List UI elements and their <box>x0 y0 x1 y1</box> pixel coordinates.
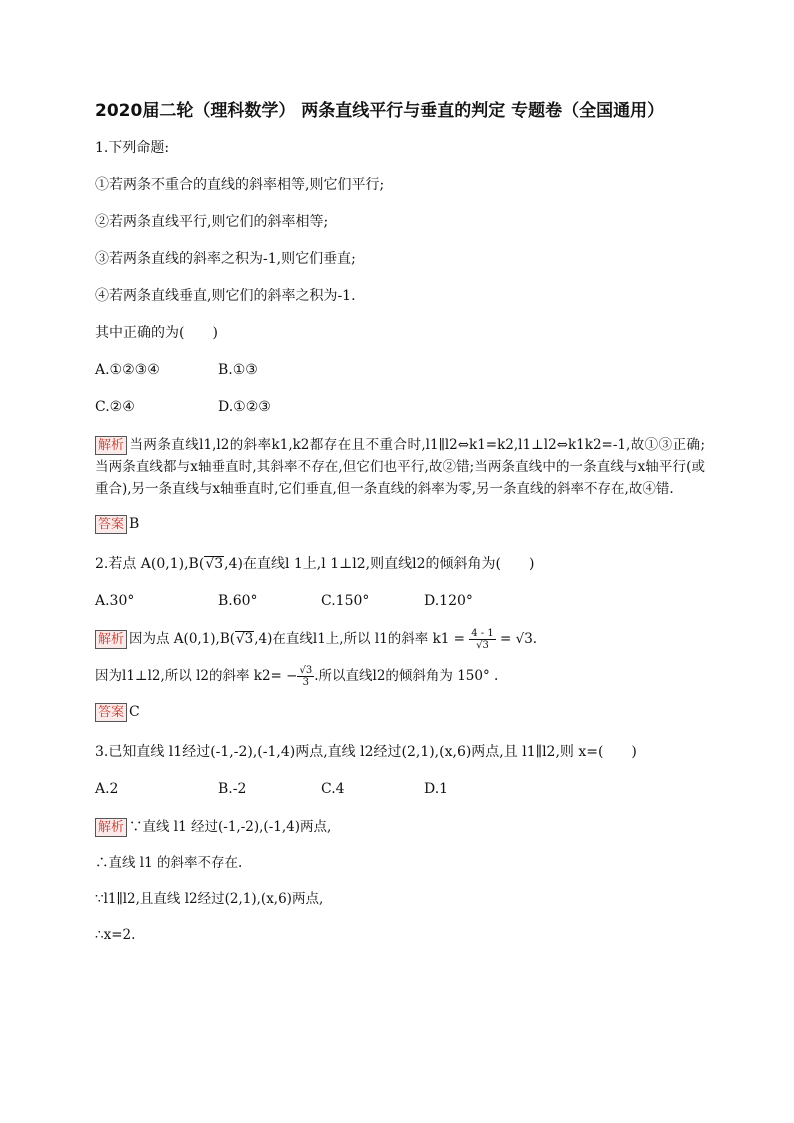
analysis-label: 解析 <box>95 818 127 837</box>
q3-ana1-text: ∵直线 l1 经过(-1,-2),(-1,4)两点, <box>129 819 332 835</box>
q1-stem: 1.下列命题: <box>95 140 170 156</box>
q2-options <box>95 591 705 611</box>
document-title: 2020届二轮（理科数学） 两条直线平行与垂直的判定 专题卷（全国通用） <box>95 101 665 121</box>
q3-analysis-line-3: ∵l1∥l2,且直线 l2经过(2,1),(x,6)两点, <box>95 891 324 907</box>
q2-option-a: A.30° <box>95 593 135 609</box>
q3-option-b: B.-2 <box>218 781 247 797</box>
q2-sqrt-value: 3 <box>214 556 224 572</box>
q1-proposition-3: ③若两条直线的斜率之积为-1,则它们垂直; <box>95 251 356 267</box>
q3-option-a: A.2 <box>95 781 119 797</box>
q2-analysis-line-2 <box>95 665 705 688</box>
q2-sqrt: √3 <box>205 556 224 572</box>
q3-option-d: D.1 <box>424 781 449 797</box>
q1-analysis <box>95 434 705 500</box>
q2-option-c: C.150° <box>321 593 370 609</box>
q3-stem: 3.已知直线 l1经过(-1,-2),(-1,4)两点,直线 l2经过(2,1),(x,6)两点,且 l1∥l2,则 x=( ) <box>95 744 637 760</box>
q2-option-d: D.120° <box>424 593 473 609</box>
q1-options-row-2 <box>95 397 705 417</box>
q3-options <box>95 779 705 799</box>
q1-answer <box>95 514 705 534</box>
answer-label: 答案 <box>95 703 127 722</box>
q2-ana1-numerator: 4 - 1 <box>471 628 494 639</box>
q2-stem <box>95 554 705 574</box>
q1-answer-value: B <box>129 516 140 532</box>
q2-ana2-denominator: 3 <box>302 677 310 688</box>
q1-option-a: A.①②③④ <box>95 362 160 378</box>
q3-analysis-line-4: ∴x=2. <box>95 927 136 943</box>
q1-option-c: C.②④ <box>95 399 135 415</box>
q2-analysis-line-1 <box>95 628 705 651</box>
q2-ana1-part-b: ,4)在直线l1上,所以 l1的斜率 k1 = <box>254 631 470 647</box>
q1-analysis-text: 当两条直线l1,l2的斜率k1,k2都存在且不重合时,l1∥l2⇔k1=k2,l1⊥l2⇔k1k2=-1,故①③正确;当两条直线都与x轴垂直时,其斜率不存在,但它们也平行,故②错;当两条直线中的一条直线与x轴平行(或重合),另一条直线与x轴垂直时,它们垂直,但一条直线的斜率为零,另一条直线的斜率不存在,故④错. <box>95 437 705 497</box>
q1-proposition-1: ①若两条不重合的直线的斜率相等,则它们平行; <box>95 177 385 193</box>
answer-label: 答案 <box>95 515 127 534</box>
document-page <box>95 96 705 960</box>
q2-ana1-sqrt: √3 <box>236 631 254 647</box>
q2-ana1-denominator: √3 <box>476 640 489 651</box>
q2-ana1-part-a: 因为点 A(0,1),B( <box>129 631 236 647</box>
q2-stem-part-a: 2.若点 A(0,1),B( <box>95 556 205 572</box>
q2-answer-value: C <box>129 704 140 720</box>
q1-proposition-2: ②若两条直线平行,则它们的斜率相等; <box>95 214 329 230</box>
analysis-label: 解析 <box>95 436 127 455</box>
q2-ana2-part-a: 因为l1⊥l2,所以 l2的斜率 k2= − <box>95 668 298 684</box>
q2-ana1-sqrt-value: 3 <box>244 631 254 647</box>
q3-analysis-line-1 <box>95 816 705 838</box>
q2-ana1-part-c: = √3. <box>495 631 538 647</box>
q2-ana2-numerator: √3 <box>299 665 313 676</box>
q2-stem-part-b: ,4)在直线l 1上,l 1⊥l2,则直线l2的倾斜角为( ) <box>224 556 535 572</box>
q1-option-d: D.①②③ <box>218 399 271 415</box>
q1-proposition-4: ④若两条直线垂直,则它们的斜率之积为-1. <box>95 288 356 304</box>
q2-ana1-fraction <box>469 628 495 651</box>
q2-option-b: B.60° <box>218 593 258 609</box>
q2-ana2-fraction <box>297 665 314 688</box>
q1-question: 其中正确的为( ) <box>95 325 218 341</box>
q2-ana2-part-b: .所以直线l2的倾斜角为 150° . <box>314 668 499 684</box>
q1-options-row-1 <box>95 360 705 380</box>
q3-analysis-line-2: ∴直线 l1 的斜率不存在. <box>95 855 243 871</box>
analysis-label: 解析 <box>95 630 127 649</box>
q2-answer <box>95 702 705 722</box>
q3-option-c: C.4 <box>321 781 345 797</box>
q1-option-b: B.①③ <box>218 362 258 378</box>
